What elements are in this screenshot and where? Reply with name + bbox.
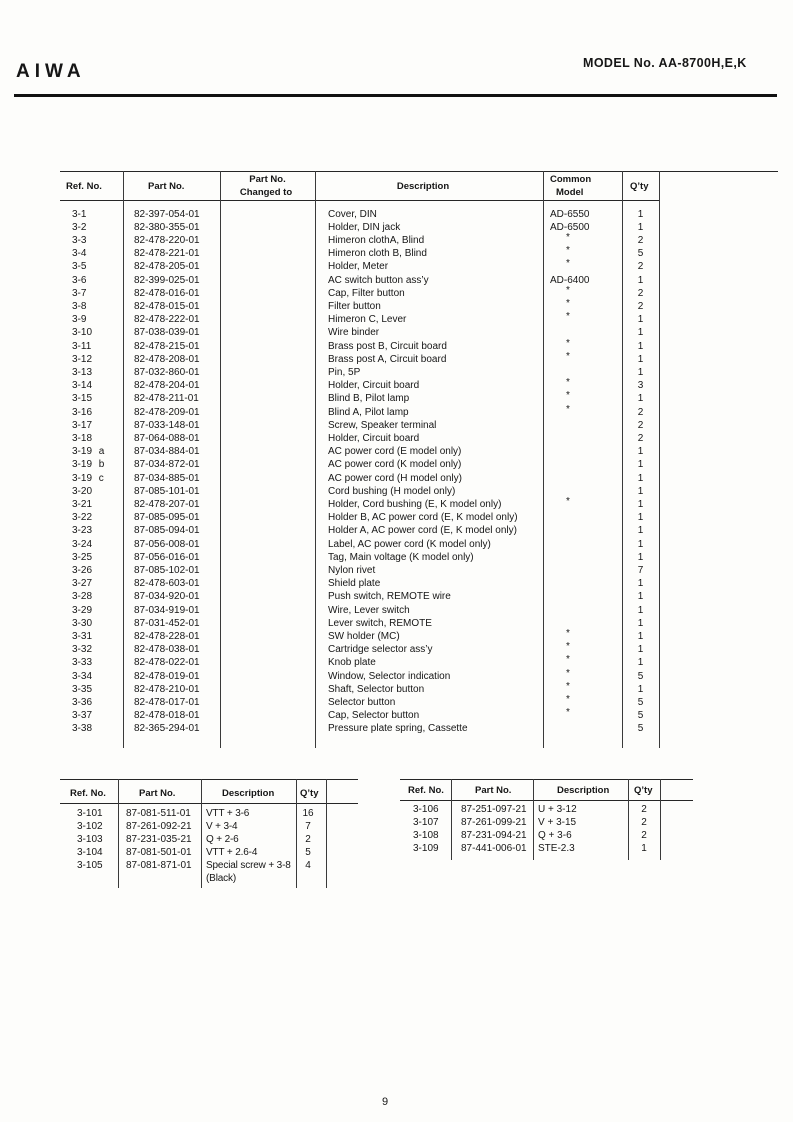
ref-no-cell: 3-36	[72, 696, 93, 708]
part-no-cell: 87-056-016-01	[134, 551, 200, 563]
qty-cell: 16	[302, 807, 314, 819]
qty-cell: 5	[637, 670, 644, 682]
part-no-cell: 82-478-211-01	[134, 393, 199, 405]
part-no-cell: 82-380-355-01	[134, 221, 200, 233]
parts-row	[0, 829, 793, 842]
qty-cell: 2	[637, 432, 644, 444]
column-header-description: Description	[222, 788, 275, 799]
parts-row	[0, 722, 793, 735]
ref-no-cell: 3-13	[72, 366, 93, 378]
parts-row	[0, 208, 793, 221]
ref-no-cell: 3-35	[72, 683, 93, 695]
part-no-cell: 87-085-094-01	[134, 525, 200, 537]
part-no-cell: 82-478-204-01	[134, 380, 200, 392]
description-cell: Cover, DIN	[328, 208, 377, 220]
column-header-qty: Q’ty	[634, 785, 653, 796]
qty-cell: 1	[637, 221, 644, 233]
description-cell: Holder, Circuit board	[328, 432, 420, 444]
ref-no-cell: 3-3	[72, 234, 87, 246]
ref-no-cell: 3-19 c	[72, 472, 104, 484]
column-header-ref-no: Ref. No.	[70, 788, 106, 799]
part-no-cell: 87-085-101-01	[134, 485, 200, 497]
column-header-part-no: Part No.	[139, 788, 176, 799]
description-cell: Holder, Cord bushing (E, K model only)	[328, 498, 502, 510]
description-cell: Label, AC power cord (K model only)	[328, 538, 491, 550]
parts-row	[0, 379, 793, 392]
part-no-cell: 87-261-092-21	[126, 820, 192, 832]
parts-row	[0, 432, 793, 445]
description-cell: Brass post A, Circuit board	[328, 353, 447, 365]
part-no-cell: 82-478-209-01	[134, 406, 200, 418]
qty-cell: 1	[637, 327, 644, 339]
parts-row	[0, 667, 793, 683]
parts-row	[0, 366, 793, 379]
common-model-cell: *	[566, 311, 570, 323]
description-cell: Selector button	[328, 696, 396, 708]
qty-cell: 3	[637, 380, 644, 392]
common-model-cell: *	[566, 627, 570, 639]
part-no-cell: 87-231-035-21	[126, 833, 192, 845]
description-cell: Blind A, Pilot lamp	[328, 406, 409, 418]
common-model-cell: *	[566, 390, 570, 402]
description-cell: AC switch button ass’y	[328, 274, 429, 286]
common-model-cell: *	[566, 297, 570, 309]
description-cell: Holder, Circuit board	[328, 380, 420, 392]
qty-cell: 7	[305, 820, 311, 832]
parts-row	[0, 524, 793, 537]
header-rule	[14, 94, 777, 97]
ref-no-cell: 3-4	[72, 248, 87, 260]
qty-cell: 5	[637, 696, 644, 708]
column-header-changed-line1: Part No.	[249, 174, 286, 185]
ref-no-cell: 3-24	[72, 538, 93, 550]
parts-row	[0, 495, 793, 511]
description-cell: VTT + 2.6-4	[206, 847, 258, 859]
description-cell: AC power cord (H model only)	[328, 472, 462, 484]
description-cell: Q + 3-6	[538, 829, 572, 841]
qty-cell: 1	[637, 617, 644, 629]
ref-no-cell: 3-107	[413, 816, 439, 828]
column-header-part-no: Part No.	[148, 181, 185, 192]
column-header-qty: Q’ty	[630, 181, 649, 192]
parts-row	[0, 350, 793, 366]
description-cell: Special screw + 3-8	[206, 860, 291, 872]
common-model-cell: *	[566, 641, 570, 653]
common-model-cell: *	[566, 667, 570, 679]
ref-no-cell: 3-103	[77, 833, 103, 845]
ref-no-cell: 3-25	[72, 551, 93, 563]
ref-no-cell: 3-2	[72, 221, 87, 233]
common-model-cell: AD-6550	[550, 208, 590, 220]
table-top-rule	[60, 779, 358, 780]
ref-no-cell: 3-11	[72, 340, 92, 352]
ref-no-cell: 3-38	[72, 723, 93, 735]
qty-cell: 1	[637, 538, 644, 550]
parts-row	[0, 627, 793, 643]
part-no-cell: 82-478-018-01	[134, 710, 200, 722]
qty-cell: 1	[637, 644, 644, 656]
parts-row	[0, 403, 793, 419]
description-cell: Himeron C, Lever	[328, 314, 407, 326]
description-cell: Himeron clothA, Blind	[328, 234, 425, 246]
qty-cell: 1	[637, 657, 644, 669]
ref-no-cell: 3-8	[72, 300, 87, 312]
common-model-cell: *	[566, 284, 570, 296]
column-header-ref-no: Ref. No.	[66, 181, 102, 192]
ref-no-cell: 3-27	[72, 578, 93, 590]
description-cell: Holder A, AC power cord (E, K model only)	[328, 525, 517, 537]
parts-row	[0, 221, 793, 234]
parts-row	[0, 458, 793, 471]
qty-cell: 1	[637, 525, 644, 537]
ref-no-cell: 3-34	[72, 670, 93, 682]
ref-no-cell: 3-26	[72, 564, 93, 576]
qty-cell: 1	[637, 366, 644, 378]
parts-row	[0, 337, 793, 353]
parts-row	[0, 485, 793, 498]
ref-no-cell: 3-20	[72, 485, 93, 497]
description-continuation-cell: (Black)	[206, 873, 237, 885]
qty-cell: 1	[637, 512, 644, 524]
description-cell: Holder B, AC power cord (E, K model only)	[328, 512, 518, 524]
description-cell: Window, Selector indication	[328, 670, 451, 682]
common-model-cell: *	[566, 337, 570, 349]
column-header-ref-no: Ref. No.	[408, 785, 444, 796]
qty-cell: 1	[637, 353, 644, 365]
brand-logo-text: AIWA	[16, 61, 86, 82]
ref-no-cell: 3-105	[77, 860, 103, 872]
parts-row	[0, 859, 793, 885]
part-no-cell: 82-478-022-01	[134, 657, 200, 669]
description-cell: SW holder (MC)	[328, 630, 400, 642]
common-model-cell: AD-6500	[550, 221, 590, 233]
common-model-cell: *	[566, 654, 570, 666]
description-cell: AC power cord (K model only)	[328, 459, 462, 471]
qty-cell: 5	[305, 847, 311, 859]
qty-cell: 1	[637, 340, 644, 352]
description-cell: V + 3-4	[206, 820, 238, 832]
qty-cell: 2	[641, 829, 647, 841]
ref-no-cell: 3-22	[72, 512, 93, 524]
ref-no-cell: 3-7	[72, 287, 87, 299]
part-no-cell: 87-081-871-01	[126, 860, 192, 872]
qty-cell: 1	[637, 630, 644, 642]
qty-cell: 2	[641, 816, 647, 828]
parts-row	[0, 231, 793, 247]
qty-cell: 2	[305, 833, 311, 845]
qty-cell: 5	[637, 710, 644, 722]
part-no-cell: 82-478-205-01	[134, 261, 200, 273]
parts-row	[0, 247, 793, 260]
part-no-cell: 82-478-019-01	[134, 670, 200, 682]
part-no-cell: 87-032-860-01	[134, 366, 200, 378]
qty-cell: 2	[641, 803, 647, 815]
column-header-description: Description	[396, 181, 450, 192]
parts-row	[0, 564, 793, 577]
part-no-cell: 87-081-501-01	[126, 847, 192, 859]
ref-no-cell: 3-19 b	[72, 459, 105, 471]
common-model-cell: *	[566, 495, 570, 507]
part-no-cell: 82-478-017-01	[134, 696, 200, 708]
part-no-cell: 82-478-222-01	[134, 314, 200, 326]
qty-cell: 1	[637, 485, 644, 497]
part-no-cell: 87-064-088-01	[134, 432, 200, 444]
part-no-cell: 82-478-220-01	[134, 234, 200, 246]
part-no-cell: 87-441-006-01	[461, 843, 527, 855]
parts-row	[0, 842, 793, 855]
description-cell: Cap, Selector button	[328, 710, 420, 722]
description-cell: U + 3-12	[538, 803, 577, 815]
parts-row	[0, 284, 793, 300]
description-cell: AC power cord (E model only)	[328, 446, 462, 458]
common-model-cell: *	[566, 231, 570, 243]
ref-no-cell: 3-19 a	[72, 446, 105, 458]
ref-no-cell: 3-6	[72, 274, 87, 286]
ref-no-cell: 3-1	[72, 208, 87, 220]
part-no-cell: 82-478-215-01	[134, 340, 200, 352]
ref-no-cell: 3-33	[72, 657, 93, 669]
parts-row	[0, 590, 793, 603]
description-cell: Tag, Main voltage (K model only)	[328, 551, 474, 563]
column-header-qty: Q’ty	[300, 788, 319, 799]
description-cell: Blind B, Pilot lamp	[328, 393, 410, 405]
parts-row	[0, 445, 793, 458]
column-header-description: Description	[557, 785, 610, 796]
common-model-cell: *	[566, 403, 570, 415]
common-model-cell: *	[566, 350, 570, 362]
ref-no-cell: 3-29	[72, 604, 93, 616]
description-cell: Screw, Speaker terminal	[328, 419, 437, 431]
part-no-cell: 87-231-094-21	[461, 829, 527, 841]
column-header-common-line2: Model	[556, 187, 584, 198]
ref-no-cell: 3-21	[72, 498, 93, 510]
common-model-cell: AD-6400	[550, 274, 590, 286]
description-cell: Q + 2-6	[206, 833, 239, 845]
ref-no-cell: 3-106	[413, 803, 439, 815]
qty-cell: 2	[637, 261, 644, 273]
parts-row	[0, 816, 793, 829]
page-number: 9	[382, 1096, 389, 1108]
column-header-part-no: Part No.	[475, 785, 512, 796]
parts-row	[0, 604, 793, 617]
part-no-cell: 87-034-884-01	[134, 446, 200, 458]
column-header-changed-line2: Changed to	[239, 187, 293, 198]
parts-row	[0, 260, 793, 273]
ref-no-cell: 3-16	[72, 406, 93, 418]
description-cell: Brass post B, Circuit board	[328, 340, 447, 352]
common-model-cell: *	[566, 258, 570, 270]
parts-row	[0, 643, 793, 656]
description-cell: Wire binder	[328, 327, 380, 339]
parts-row	[0, 656, 793, 669]
qty-cell: 1	[637, 393, 644, 405]
description-cell: Holder, DIN jack	[328, 221, 401, 233]
description-cell: Filter button	[328, 300, 381, 312]
common-model-cell: *	[566, 707, 570, 719]
table-header-rule	[60, 200, 660, 201]
description-cell: Pressure plate spring, Cassette	[328, 723, 468, 735]
part-no-cell: 82-478-603-01	[134, 578, 200, 590]
ref-no-cell: 3-102	[77, 820, 103, 832]
ref-no-cell: 3-18	[72, 432, 93, 444]
qty-cell: 1	[637, 551, 644, 563]
part-no-cell: 82-399-025-01	[134, 274, 200, 286]
qty-cell: 2	[637, 300, 644, 312]
part-no-cell: 87-033-148-01	[134, 419, 200, 431]
qty-cell: 1	[637, 446, 644, 458]
part-no-cell: 87-085-095-01	[134, 512, 200, 524]
description-cell: Holder, Meter	[328, 261, 389, 273]
parts-row	[0, 538, 793, 551]
ref-no-cell: 3-30	[72, 617, 93, 629]
part-no-cell: 82-478-016-01	[134, 287, 200, 299]
qty-cell: 2	[637, 287, 644, 299]
parts-row	[0, 511, 793, 524]
ref-no-cell: 3-10	[72, 327, 93, 339]
part-no-cell: 82-365-294-01	[134, 723, 200, 735]
qty-cell: 4	[305, 860, 311, 872]
part-no-cell: 82-478-228-01	[134, 630, 200, 642]
ref-no-cell: 3-15	[72, 393, 93, 405]
ref-no-cell: 3-23	[72, 525, 93, 537]
description-cell: Lever switch, REMOTE	[328, 617, 432, 629]
description-cell: Pin, 5P	[328, 366, 361, 378]
part-no-cell: 87-261-099-21	[461, 816, 527, 828]
description-cell: Wire, Lever switch	[328, 604, 410, 616]
part-no-cell: 87-031-452-01	[134, 617, 200, 629]
part-no-cell: 87-085-102-01	[134, 564, 200, 576]
part-no-cell: 87-034-919-01	[134, 604, 200, 616]
part-no-cell: 87-251-097-21	[461, 803, 527, 815]
parts-row	[0, 297, 793, 313]
ref-no-cell: 3-31	[72, 630, 93, 642]
qty-cell: 1	[641, 843, 647, 855]
part-no-cell: 82-478-221-01	[134, 248, 200, 260]
description-cell: Cap, Filter button	[328, 287, 405, 299]
ref-no-cell: 3-32	[72, 644, 93, 656]
ref-no-cell: 3-12	[72, 353, 93, 365]
part-no-cell: 87-081-511-01	[126, 807, 191, 819]
part-no-cell: 82-478-208-01	[134, 353, 200, 365]
common-model-cell: *	[566, 377, 570, 389]
ref-no-cell: 3-37	[72, 710, 93, 722]
ref-no-cell: 3-17	[72, 419, 93, 431]
parts-row	[0, 274, 793, 287]
qty-cell: 1	[637, 578, 644, 590]
parts-row	[0, 551, 793, 564]
table-header-rule	[400, 800, 693, 801]
part-no-cell: 87-034-872-01	[134, 459, 200, 471]
qty-cell: 1	[637, 683, 644, 695]
qty-cell: 1	[637, 314, 644, 326]
part-no-cell: 87-056-008-01	[134, 538, 200, 550]
description-cell: Knob plate	[328, 657, 376, 669]
part-no-cell: 82-478-015-01	[134, 300, 200, 312]
description-cell: Nylon rivet	[328, 564, 376, 576]
ref-no-cell: 3-109	[413, 843, 439, 855]
description-cell: Shaft, Selector button	[328, 683, 425, 695]
ref-no-cell: 3-28	[72, 591, 93, 603]
parts-row	[0, 680, 793, 696]
qty-cell: 2	[637, 234, 644, 246]
part-no-cell: 82-397-054-01	[134, 208, 200, 220]
part-no-cell: 82-478-207-01	[134, 498, 200, 510]
qty-cell: 1	[637, 591, 644, 603]
ref-no-cell: 3-5	[72, 261, 87, 273]
part-no-cell: 87-034-885-01	[134, 472, 200, 484]
description-cell: Shield plate	[328, 578, 381, 590]
table-top-rule	[400, 779, 693, 780]
ref-no-cell: 3-14	[72, 380, 93, 392]
description-cell: Himeron cloth B, Blind	[328, 248, 427, 260]
parts-row	[0, 313, 793, 326]
qty-cell: 2	[637, 419, 644, 431]
table-top-rule	[60, 171, 778, 172]
parts-row	[0, 709, 793, 722]
column-header-common-line1: Common	[550, 174, 592, 185]
qty-cell: 1	[637, 498, 644, 510]
part-no-cell: 87-038-039-01	[134, 327, 200, 339]
common-model-cell: *	[566, 693, 570, 705]
description-cell: Push switch, REMOTE wire	[328, 591, 451, 603]
description-cell: V + 3-15	[538, 816, 577, 828]
parts-row	[0, 577, 793, 590]
ref-no-cell: 3-9	[72, 314, 87, 326]
qty-cell: 1	[637, 472, 644, 484]
common-model-cell: *	[566, 680, 570, 692]
qty-cell: 1	[637, 274, 644, 286]
parts-row	[0, 803, 793, 816]
qty-cell: 1	[637, 208, 644, 220]
parts-row	[0, 326, 793, 339]
description-cell: VTT + 3-6	[206, 807, 250, 819]
ref-no-cell: 3-104	[77, 847, 103, 859]
parts-row	[0, 392, 793, 405]
parts-row	[0, 617, 793, 630]
part-no-cell: 87-034-920-01	[134, 591, 200, 603]
description-cell: STE-2.3	[538, 843, 575, 855]
parts-row	[0, 419, 793, 432]
qty-cell: 2	[637, 406, 644, 418]
parts-row	[0, 472, 793, 485]
model-number: MODEL No. AA-8700H,E,K	[583, 56, 747, 70]
description-cell: Cartridge selector ass’y	[328, 644, 433, 656]
common-model-cell: *	[566, 245, 570, 257]
description-cell: Cord bushing (H model only)	[328, 485, 456, 497]
part-no-cell: 82-478-038-01	[134, 644, 200, 656]
qty-cell: 5	[637, 723, 644, 735]
ref-no-cell: 3-101	[77, 807, 103, 819]
ref-no-cell: 3-108	[413, 829, 439, 841]
qty-cell: 1	[637, 459, 644, 471]
qty-cell: 5	[637, 248, 644, 260]
part-no-cell: 82-478-210-01	[134, 683, 200, 695]
qty-cell: 7	[637, 564, 644, 576]
parts-row	[0, 693, 793, 709]
qty-cell: 1	[637, 604, 644, 616]
